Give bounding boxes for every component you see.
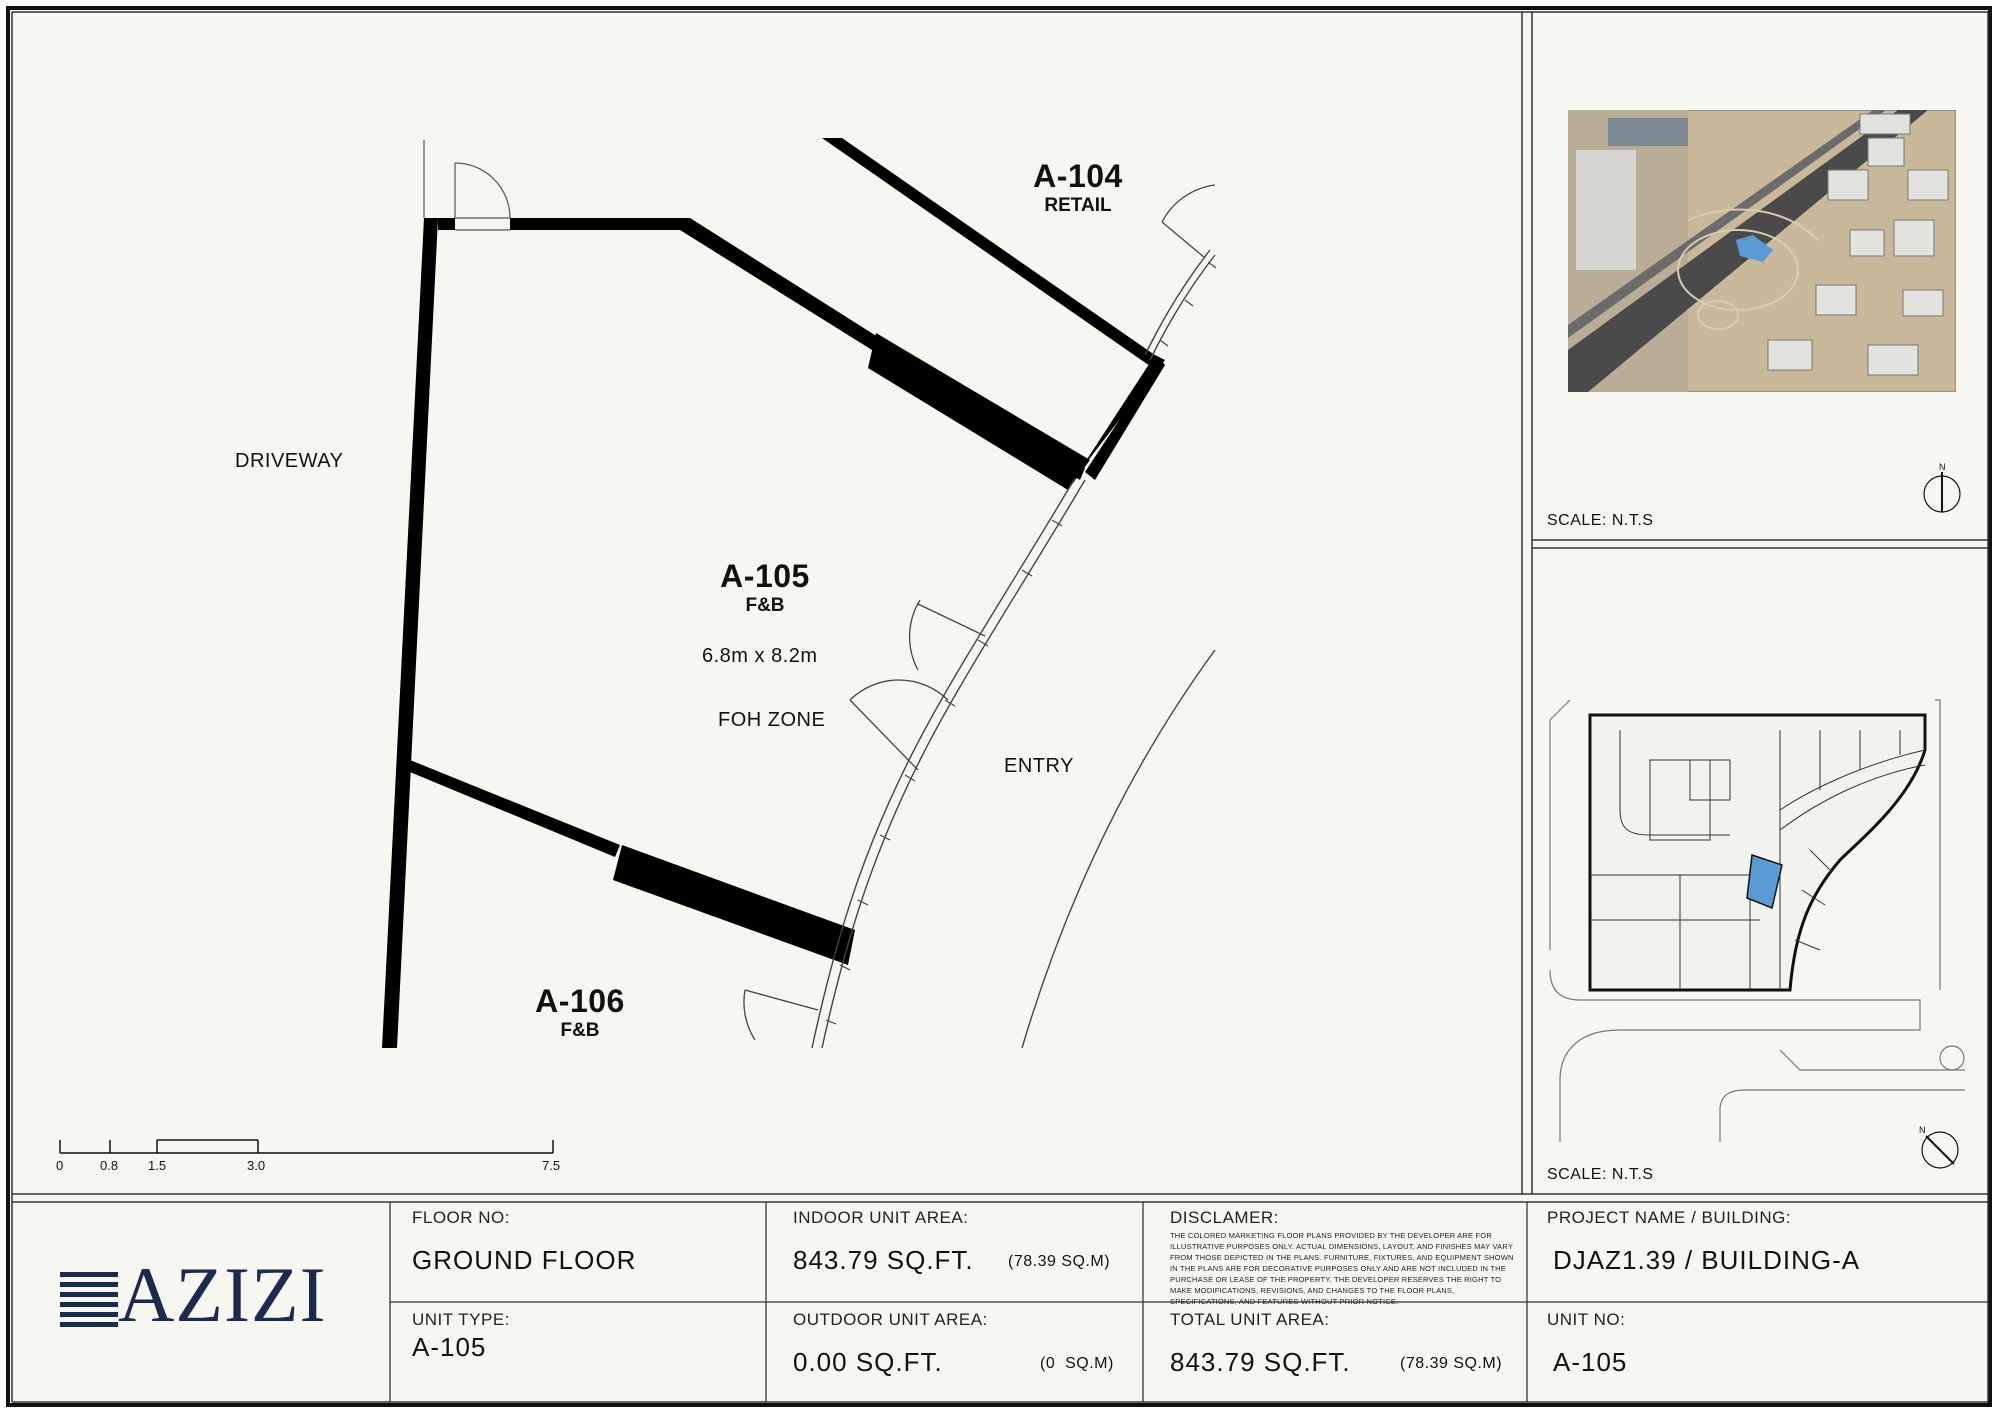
unit-type-title: UNIT TYPE: [412,1310,510,1329]
key-plan [1540,690,1985,1142]
unit-a106-type: F&B [560,1020,600,1041]
indoor-area-title: INDOOR UNIT AREA: [793,1208,969,1227]
scale-nts-bottom: SCALE: N.T.S [1547,1166,1654,1183]
floor-no-title: FLOOR NO: [412,1208,511,1227]
scale-bar [60,1140,553,1153]
project-title: PROJECT NAME / BUILDING: [1547,1208,1792,1227]
logo-stripes-icon [60,1272,118,1332]
foh-zone-label: FOH ZONE [718,709,826,731]
unit-a104-id: A-104 [1033,158,1123,194]
outdoor-area-metric: (0 SQ.M) [1040,1355,1114,1372]
unit-a105-id: A-105 [720,558,810,594]
disclaimer-title: DISCLAMER: [1170,1208,1279,1227]
entry-label: ENTRY [1004,755,1074,777]
project-value: DJAZ1.39 / BUILDING-A [1553,1245,1861,1275]
scale-nts-top: SCALE: N.T.S [1547,512,1654,529]
unit-a105-dims: 6.8m x 8.2m [702,645,818,667]
driveway-label: DRIVEWAY [235,450,344,472]
scale-tick-2: 1.5 [148,1158,167,1173]
unit-no-title: UNIT NO: [1547,1310,1626,1329]
outdoor-area-title: OUTDOOR UNIT AREA: [793,1310,988,1329]
indoor-area-value: 843.79 SQ.FT. [793,1245,974,1275]
indoor-area-metric: (78.39 SQ.M) [1008,1253,1111,1270]
unit-a105-type: F&B [745,595,785,616]
total-area-metric: (78.39 SQ.M) [1400,1355,1503,1372]
total-area-title: TOTAL UNIT AREA: [1170,1310,1330,1329]
west-wall [382,218,438,1048]
scale-tick-3: 3.0 [247,1158,266,1173]
rear-door [424,140,510,230]
unit-a105[interactable] [690,558,840,617]
satellite-map [1568,110,1956,392]
total-area-value: 843.79 SQ.FT. [1170,1347,1351,1377]
scale-tick-4: 7.5 [542,1158,561,1173]
scale-tick-1: 0.8 [100,1158,119,1173]
disclaimer-text: THE COLORED MARKETING FLOOR PLANS PROVIDED BY THE DEVELOPER ARE FOR ILLUSTRATIVE PURPOSES ONLY. ACTUAL DIMENSIONS, LAYOUT, AND FINISHES MAY VARY FROM THOSE DEPICTED IN THE PLANS. FURNITURE, FIXTURES, AND EQUIPMENT SHOWN IN THE PLANS ARE FOR DECORATIVE PURPOSES ONLY AND ARE NOT INCLUDED IN THE PURCHASE OR LEASE OF THE PROPERTY. THE DEVELOPER RESERVES THE RIGHT TO MAKE MODIFICATIONS, REVISIONS, AND CHANGES TO THE FLOOR PLANS, SPECIFICATIONS, AND FEATURES WITHOUT PRIOR NOTICE. [1170,1231,1514,1306]
unit-a104[interactable] [1003,158,1153,217]
unit-a104-type: RETAIL [1044,195,1112,216]
north-label: N [1939,462,1946,472]
unit-a106[interactable] [505,983,655,1042]
unit-type-value: A-105 [412,1332,487,1362]
north-label-2: N [1919,1125,1926,1135]
scale-tick-0: 0 [56,1158,64,1173]
outdoor-area-value: 0.00 SQ.FT. [793,1347,943,1377]
floor-no-value: GROUND FLOOR [412,1245,637,1275]
logo-wordmark: AZIZI [118,1251,327,1338]
unit-a106-id: A-106 [535,983,625,1019]
unit-no-value: A-105 [1553,1347,1628,1377]
